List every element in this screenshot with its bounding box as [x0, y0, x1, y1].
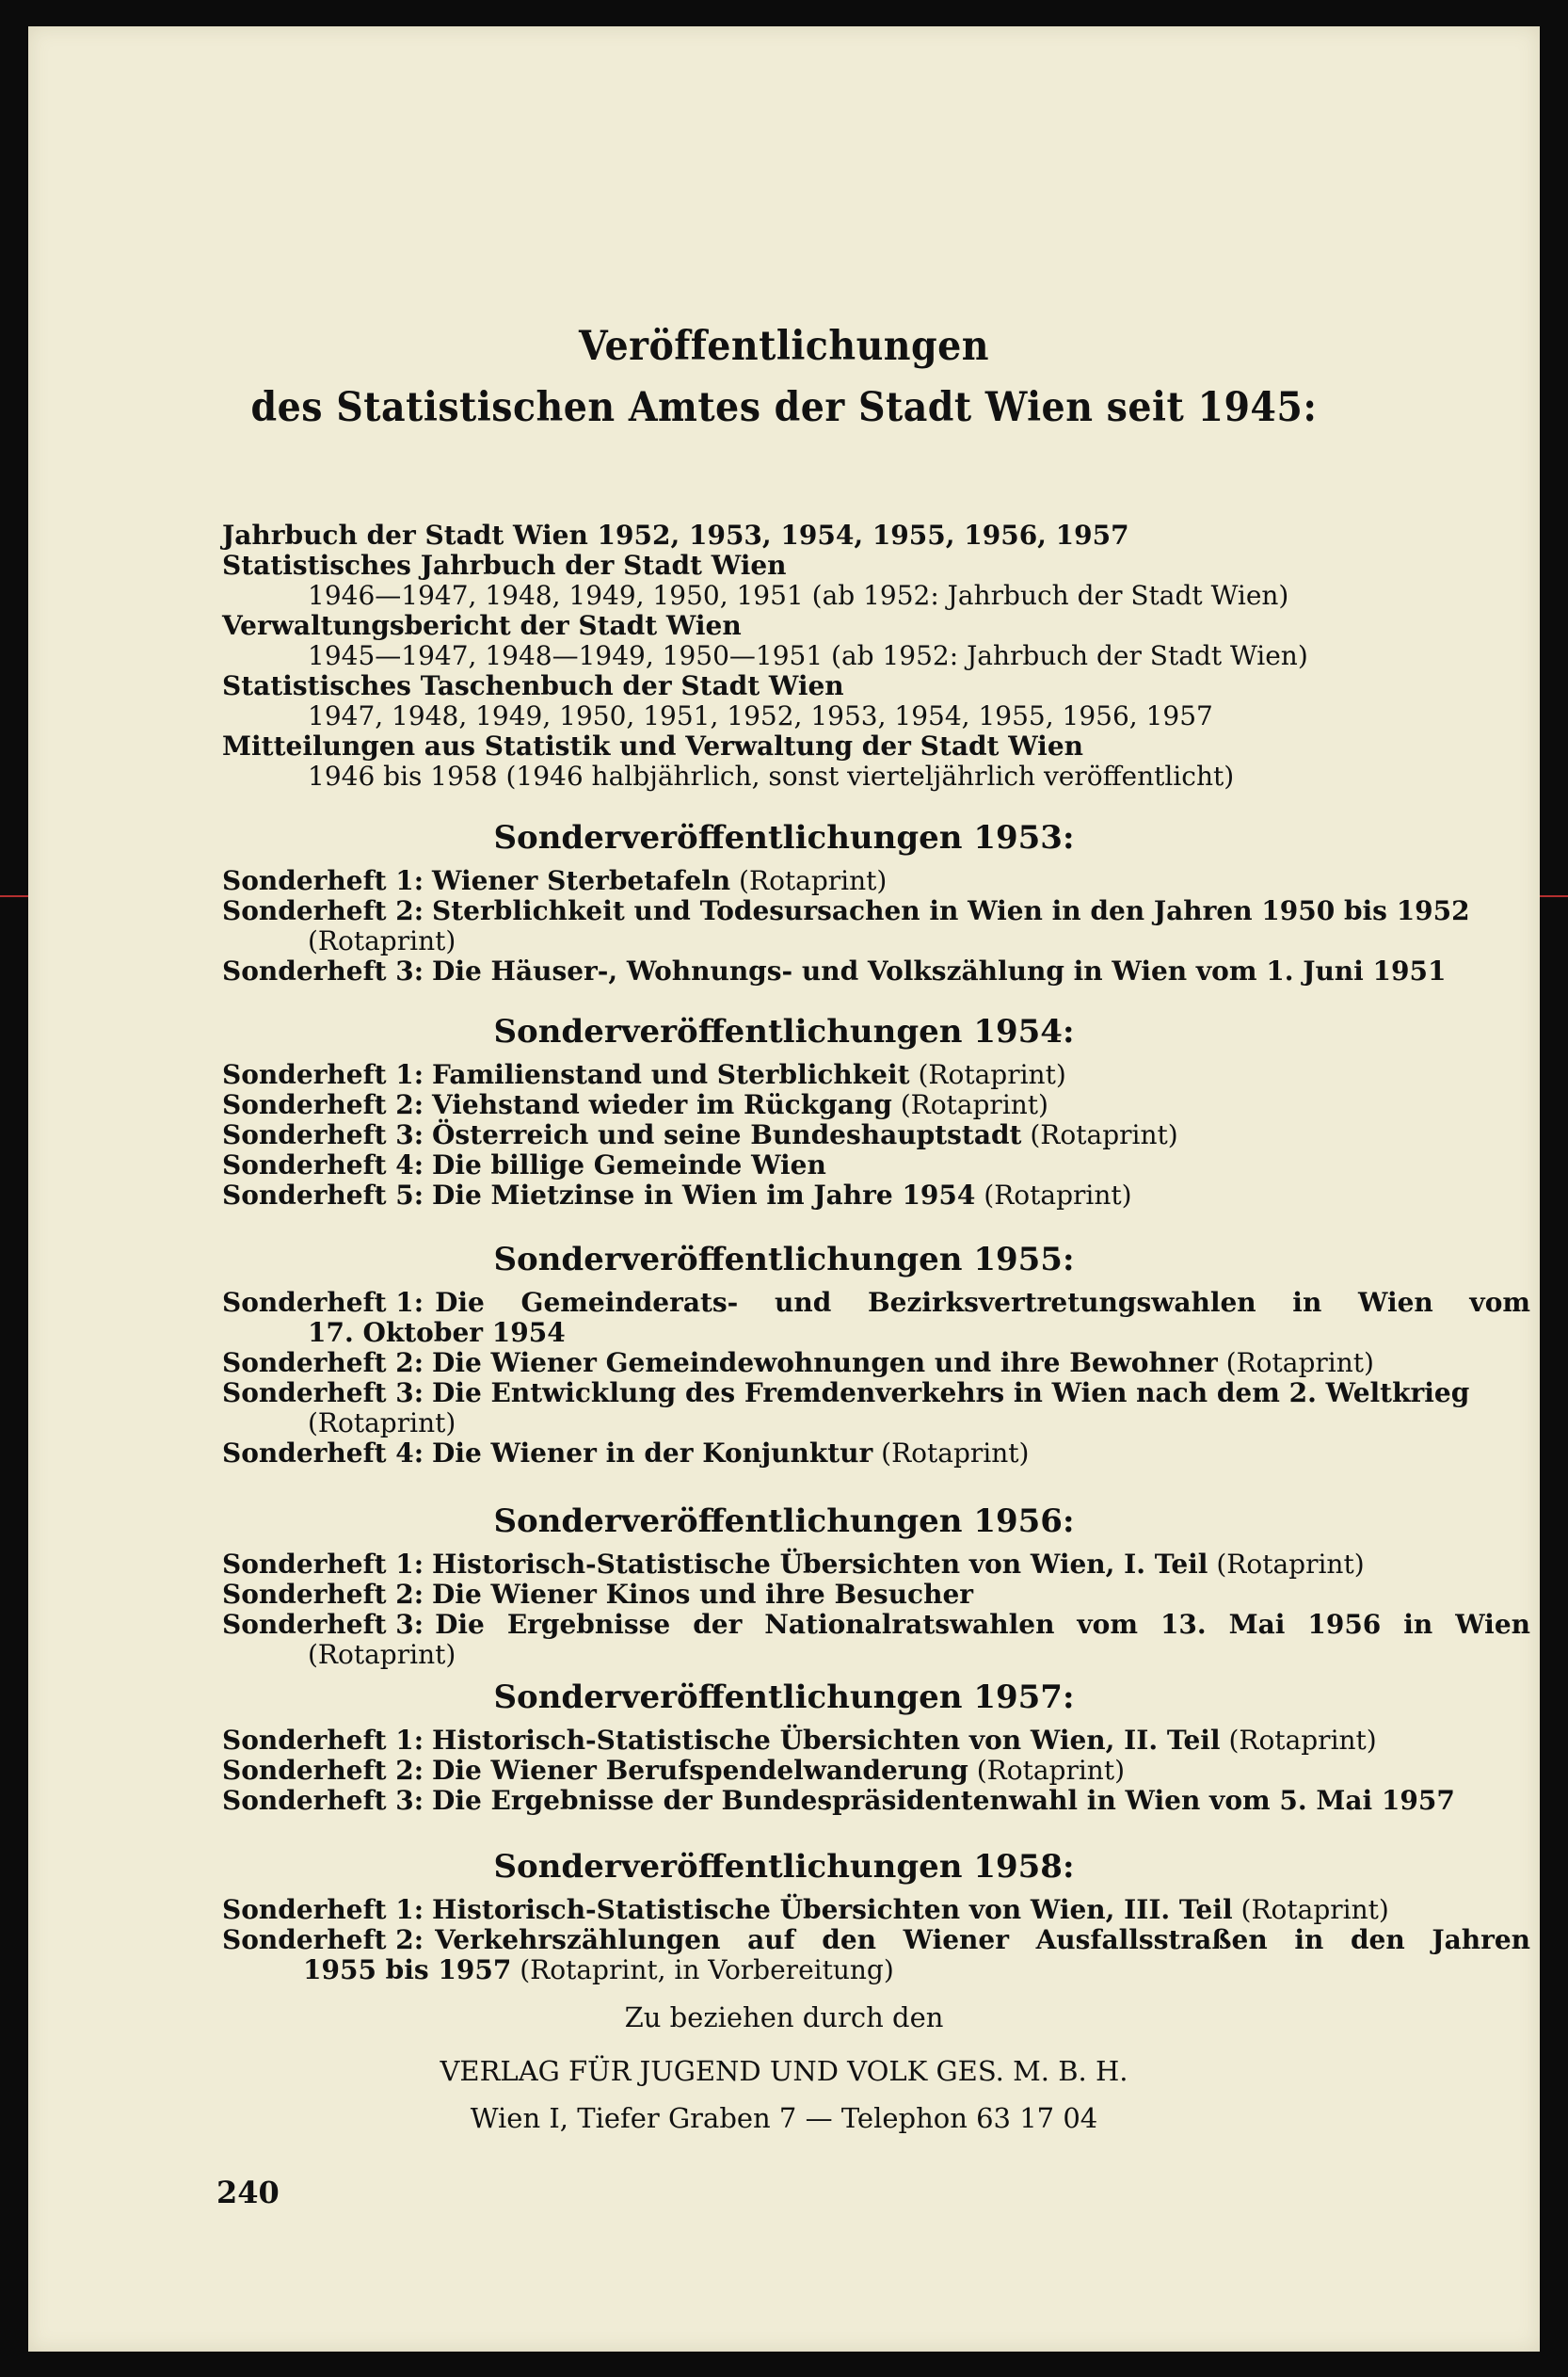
- periodical-detail: 1946 bis 1958 (1946 halbjährlich, sonst vierteljährlich veröffentlicht): [308, 761, 1235, 792]
- item-continuation: [303, 1955, 894, 1985]
- list-item: [222, 1726, 1377, 1756]
- item-title: Familienstand und Sterblichkeit: [432, 1059, 910, 1090]
- margin-mark-right: [1540, 895, 1568, 897]
- item-title: Viehstand wieder im Rückgang: [432, 1089, 892, 1120]
- list-item: [222, 1180, 1132, 1211]
- item-label: Sonderheft 3:: [222, 956, 424, 987]
- heading-line-1: Veröffentlichungen: [578, 323, 989, 370]
- item-label: Sonderheft 3:: [222, 1119, 424, 1150]
- item-note: (Rotaprint): [1220, 1725, 1377, 1756]
- item-title: Die Häuser-, Wohnungs- und Volkszählung in Wien vom 1. Juni 1951: [432, 956, 1447, 987]
- item-label: Sonderheft 3:: [222, 1377, 424, 1408]
- list-item: [222, 1550, 1365, 1580]
- list-item: [222, 1756, 1125, 1786]
- periodical-title: Mitteilungen aus Statistik und Verwaltung der Stadt Wien: [222, 731, 1083, 762]
- item-label: Sonderheft 4:: [222, 1437, 424, 1469]
- periodical-title: Statistisches Jahrbuch der Stadt Wien: [222, 550, 787, 581]
- list-item: [222, 1288, 1530, 1318]
- item-title: Die Wiener in der Konjunktur: [432, 1437, 873, 1469]
- section-heading-1953: Sonderveröffentlichungen 1953:: [493, 819, 1075, 857]
- list-item: [222, 1060, 1066, 1090]
- periodical-title: Verwaltungsbericht der Stadt Wien: [222, 610, 742, 641]
- list-item: [222, 1786, 1455, 1816]
- item-label: Sonderheft 2:: [222, 1579, 424, 1610]
- list-item: [222, 866, 887, 896]
- item-label: Sonderheft 3:: [222, 1609, 424, 1640]
- item-label: Sonderheft 5:: [222, 1180, 424, 1211]
- section-heading-1956: Sonderveröffentlichungen 1956:: [493, 1502, 1075, 1540]
- item-title: Die Gemeinderats- und Bezirksvertretungswahlen in Wien vom: [435, 1287, 1530, 1318]
- item-title: Die Wiener Berufspendelwanderung: [432, 1755, 968, 1786]
- item-title: Österreich und seine Bundeshauptstadt: [432, 1119, 1022, 1150]
- periodical-detail: 1946—1947, 1948, 1949, 1950, 1951 (ab 1952: Jahrbuch der Stadt Wien): [308, 580, 1289, 611]
- item-continuation: (Rotaprint): [308, 1639, 456, 1670]
- list-item: [222, 896, 1470, 926]
- list-item: [222, 1895, 1389, 1925]
- item-note: (Rotaprint): [968, 1755, 1125, 1786]
- footer-distribution-note: Zu beziehen durch den: [624, 2001, 944, 2033]
- item-label: Sonderheft 1:: [222, 1287, 424, 1318]
- item-title: Historisch-Statistische Übersichten von Wien, II. Teil: [432, 1725, 1221, 1756]
- item-title: Die billige Gemeinde Wien: [432, 1149, 826, 1180]
- item-note: (Rotaprint): [975, 1180, 1132, 1211]
- section-heading-1954: Sonderveröffentlichungen 1954:: [493, 1013, 1075, 1051]
- item-label: Sonderheft 2:: [222, 1347, 424, 1378]
- item-continuation: (Rotaprint): [308, 1407, 456, 1438]
- periodical-title: Statistisches Taschenbuch der Stadt Wien: [222, 670, 844, 701]
- item-note: (Rotaprint): [1021, 1119, 1178, 1150]
- item-continuation: (Rotaprint): [308, 925, 456, 956]
- item-title: Sterblichkeit und Todesursachen in Wien in den Jahren 1950 bis 1952: [432, 895, 1470, 926]
- item-note: (Rotaprint): [1217, 1347, 1374, 1378]
- item-note: (Rotaprint): [1232, 1894, 1389, 1925]
- item-title: Die Wiener Gemeindewohnungen und ihre Bewohner: [432, 1347, 1218, 1378]
- item-continuation-title: 1955 bis 1957: [303, 1954, 512, 1985]
- document-page: [28, 26, 1540, 2352]
- item-label: Sonderheft 1:: [222, 1059, 424, 1090]
- item-note: (Rotaprint): [909, 1059, 1066, 1090]
- periodical-detail: 1947, 1948, 1949, 1950, 1951, 1952, 1953, 1954, 1955, 1956, 1957: [308, 700, 1213, 731]
- item-continuation: 17. Oktober 1954: [308, 1317, 566, 1348]
- item-label: Sonderheft 1:: [222, 1725, 424, 1756]
- list-item: [222, 1925, 1530, 1955]
- item-title: Historisch-Statistische Übersichten von Wien, III. Teil: [432, 1894, 1233, 1925]
- heading-line-2: des Statistischen Amtes der Stadt Wien seit 1945:: [250, 384, 1318, 431]
- item-title: Wiener Sterbetafeln: [432, 865, 731, 896]
- periodical-title: Jahrbuch der Stadt Wien 1952, 1953, 1954, 1955, 1956, 1957: [222, 520, 1129, 551]
- section-heading-1955: Sonderveröffentlichungen 1955:: [493, 1241, 1075, 1278]
- item-title: Die Entwicklung des Fremdenverkehrs in Wien nach dem 2. Weltkrieg: [432, 1377, 1470, 1408]
- item-label: Sonderheft 1:: [222, 1549, 424, 1580]
- item-title: Die Mietzinse in Wien im Jahre 1954: [432, 1180, 976, 1211]
- footer-address: Wien I, Tiefer Graben 7 — Telephon 63 17 04: [470, 2102, 1098, 2134]
- item-note: (Rotaprint): [730, 865, 888, 896]
- item-title: Die Ergebnisse der Nationalratswahlen vom 13. Mai 1956 in Wien: [435, 1609, 1530, 1640]
- item-note: (Rotaprint): [872, 1437, 1030, 1469]
- item-label: Sonderheft 2:: [222, 895, 424, 926]
- item-title: Die Wiener Kinos und ihre Besucher: [432, 1579, 974, 1610]
- item-title: Historisch-Statistische Übersichten von Wien, I. Teil: [432, 1549, 1208, 1580]
- list-item: [222, 1438, 1029, 1469]
- item-label: Sonderheft 1:: [222, 865, 424, 896]
- page-number: 240: [216, 2175, 280, 2210]
- item-title: Die Ergebnisse der Bundespräsidentenwahl in Wien vom 5. Mai 1957: [432, 1785, 1455, 1816]
- item-continuation-note: (Rotaprint, in Vorbereitung): [511, 1954, 894, 1985]
- item-label: Sonderheft 2:: [222, 1089, 424, 1120]
- item-label: Sonderheft 2:: [222, 1924, 424, 1955]
- list-item: [222, 1090, 1048, 1120]
- list-item: [222, 1378, 1469, 1408]
- list-item: [222, 1348, 1374, 1378]
- list-item: [222, 1120, 1178, 1150]
- item-label: Sonderheft 3:: [222, 1785, 424, 1816]
- list-item: [222, 1610, 1530, 1640]
- section-heading-1958: Sonderveröffentlichungen 1958:: [493, 1848, 1075, 1886]
- periodical-detail: 1945—1947, 1948—1949, 1950—1951 (ab 1952: Jahrbuch der Stadt Wien): [308, 640, 1308, 671]
- footer-publisher: VERLAG FÜR JUGEND UND VOLK GES. M. B. H.: [440, 2055, 1128, 2087]
- list-item: [222, 1150, 826, 1180]
- item-label: Sonderheft 4:: [222, 1149, 424, 1180]
- item-label: Sonderheft 2:: [222, 1755, 424, 1786]
- item-title: Verkehrszählungen auf den Wiener Ausfallsstraßen in den Jahren: [435, 1924, 1530, 1955]
- list-item: [222, 956, 1446, 987]
- item-note: (Rotaprint): [1208, 1549, 1365, 1580]
- margin-mark-left: [0, 895, 28, 897]
- item-label: Sonderheft 1:: [222, 1894, 424, 1925]
- item-note: (Rotaprint): [891, 1089, 1048, 1120]
- section-heading-1957: Sonderveröffentlichungen 1957:: [493, 1678, 1075, 1716]
- list-item: [222, 1580, 973, 1610]
